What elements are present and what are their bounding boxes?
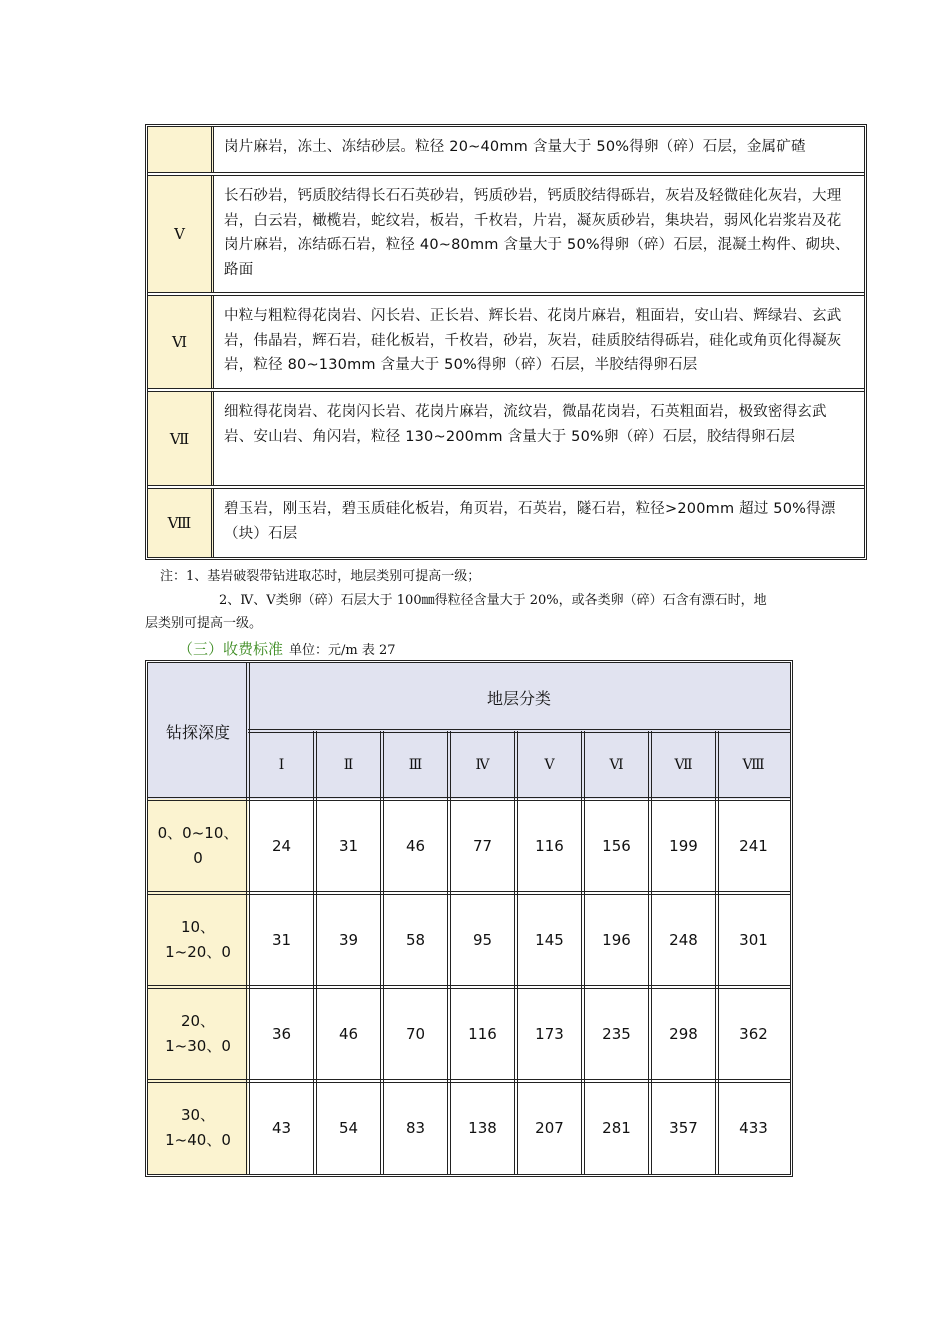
rock-classification-table: [145, 124, 867, 560]
depth-range-label: 20、1~30、0: [165, 1012, 231, 1055]
section-title: （三）收费标准: [178, 640, 284, 658]
fee-value-cell: 248: [650, 893, 717, 987]
rock-row-continued: [148, 127, 864, 172]
rock-row-vii: [148, 392, 864, 485]
fee-value-cell: 298: [650, 987, 717, 1081]
stratum-column-header: Ⅷ: [717, 731, 790, 799]
depth-range-label: 30、1~40、0: [165, 1105, 231, 1149]
stratum-column-header: Ⅳ: [449, 731, 516, 799]
fee-value-cell: 145: [516, 893, 583, 987]
note-2-continued: 层类别可提高一级。: [145, 616, 263, 631]
fee-value-cell: 58: [382, 893, 449, 987]
fee-value-cell: 24: [248, 799, 315, 893]
fee-value-cell: 281: [583, 1081, 650, 1174]
fee-value-cell: 46: [315, 987, 382, 1081]
fee-value-cell: 31: [248, 893, 315, 987]
level-cell: [148, 127, 214, 172]
fee-value-cell: 54: [315, 1081, 382, 1174]
level-cell: Ⅴ: [148, 176, 214, 292]
note-1: 注：1、基岩破裂带钻进取芯时，地层类别可提高一级；: [160, 569, 481, 584]
rock-description: 中粒与粗粒得花岗岩、闪长岩、正长岩、辉长岩、花岗片麻岩，粗面岩，安山岩、辉绿岩、玄武岩，伟晶岩，辉石岩，硅化板岩，千枚岩，砂岩，灰岩，硅质胶结得砾岩，硅化或角页化得凝灰岩，粒径 80~130mm 含量大于 50%得卵（碎）石层，半胶结得卵石层: [224, 308, 842, 373]
fee-value-cell: 357: [650, 1081, 717, 1174]
fee-standard-table: [145, 660, 793, 1177]
rock-description: 长石砂岩，钙质胶结得长石石英砂岩，钙质砂岩，钙质胶结得砾岩，灰岩及轻微硅化灰岩，大理岩，白云岩，橄榄岩，蛇纹岩，板岩，千枚岩，片岩，凝灰质砂岩，集块岩，弱风化岩浆岩及花岗片麻岩，冻结砾石岩，粒径 40~80mm 含量大于 50%得卵（碎）石层，混凝土构件、砌块、路面: [224, 188, 850, 278]
fee-value-cell: 77: [449, 799, 516, 893]
fee-value-cell: 95: [449, 893, 516, 987]
fee-value-cell: 31: [315, 799, 382, 893]
rock-row-v: [148, 176, 864, 292]
rock-description: 细粒得花岗岩、花岗闪长岩、花岗片麻岩，流纹岩，微晶花岗岩，石英粗面岩，极致密得玄武岩、安山岩、角闪岩，粒径 130~200mm 含量大于 50%卵（碎）石层，胶结得卵石层: [224, 404, 827, 445]
strata-header: 地层分类: [248, 663, 790, 731]
depth-range-cell: [148, 799, 248, 893]
unit-label: 单位：元/m 表 27: [289, 643, 396, 658]
rock-description: 碧玉岩，刚玉岩，碧玉质硅化板岩，角页岩，石英岩，隧石岩，粒径>200mm 超过 50%得漂（块）石层: [224, 501, 836, 542]
depth-header: 钻探深度: [148, 663, 248, 799]
note-2: 2、Ⅳ、Ⅴ类卵（碎）石层大于 100㎜得粒径含量大于 20%，或各类卵（碎）石含有漂石时，地: [219, 593, 767, 608]
fee-value-cell: 43: [248, 1081, 315, 1174]
fee-value-cell: 39: [315, 893, 382, 987]
fee-value-cell: 83: [382, 1081, 449, 1174]
fee-value-cell: 301: [717, 893, 790, 987]
fee-value-cell: 156: [583, 799, 650, 893]
stratum-column-header: Ⅴ: [516, 731, 583, 799]
stratum-column-header: Ⅰ: [248, 731, 315, 799]
fee-value-cell: 362: [717, 987, 790, 1081]
depth-range-cell: [148, 987, 248, 1081]
stratum-column-header: Ⅱ: [315, 731, 382, 799]
rock-row-vi: [148, 296, 864, 388]
level-cell: Ⅷ: [148, 489, 214, 557]
level-cell: Ⅵ: [148, 296, 214, 388]
fee-value-cell: 235: [583, 987, 650, 1081]
fee-value-cell: 433: [717, 1081, 790, 1174]
fee-value-cell: 199: [650, 799, 717, 893]
rock-row-viii: [148, 489, 864, 557]
stratum-column-header: Ⅵ: [583, 731, 650, 799]
depth-range-cell: [148, 893, 248, 987]
fee-value-cell: 46: [382, 799, 449, 893]
depth-range-label: 10、1~20、0: [165, 918, 231, 961]
rock-description: 岗片麻岩，冻土、冻结砂层。粒径 20~40mm 含量大于 50%得卵（碎）石层，金属矿碴: [224, 139, 806, 155]
fee-value-cell: 116: [449, 987, 516, 1081]
fee-value-cell: 36: [248, 987, 315, 1081]
fee-value-cell: 70: [382, 987, 449, 1081]
stratum-column-header: Ⅶ: [650, 731, 717, 799]
fee-value-cell: 173: [516, 987, 583, 1081]
fee-value-cell: 196: [583, 893, 650, 987]
section-caption: [178, 638, 396, 659]
stratum-column-header: Ⅲ: [382, 731, 449, 799]
fee-value-cell: 207: [516, 1081, 583, 1174]
depth-range-label: 0、0~10、0: [157, 824, 239, 867]
depth-range-cell: [148, 1081, 248, 1174]
fee-value-cell: 138: [449, 1081, 516, 1174]
fee-value-cell: 116: [516, 799, 583, 893]
fee-value-cell: 241: [717, 799, 790, 893]
level-cell: Ⅶ: [148, 392, 214, 485]
